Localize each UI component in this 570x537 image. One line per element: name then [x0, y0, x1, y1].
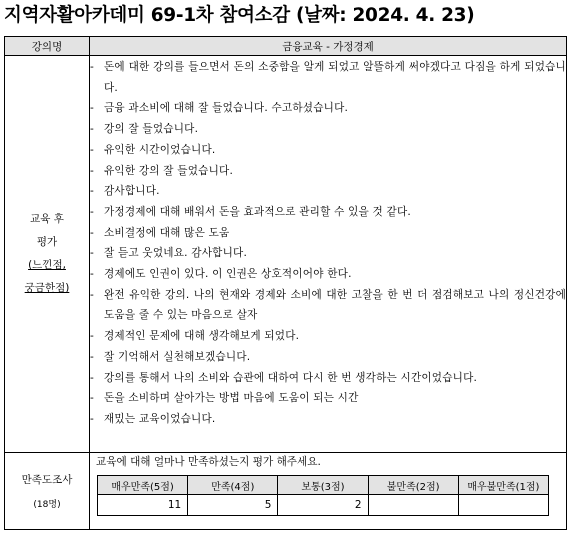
bullet-dash: -	[90, 392, 95, 405]
survey-col-header: 불만족(2점)	[368, 476, 458, 495]
feedback-label-cell	[5, 56, 90, 453]
comment-text: 금융 과소비에 대해 잘 들었습니다. 수고하셨습니다.	[104, 102, 349, 115]
comment-item	[90, 388, 566, 409]
survey-value: 5	[188, 495, 278, 516]
bullet-dash: -	[90, 164, 95, 177]
comment-text: 유익한 시간이었습니다.	[104, 143, 216, 156]
comment-text: 돈을 소비하며 살아가는 방법 마음에 도움이 되는 시간	[104, 392, 359, 405]
feedback-label-line1: 교육 후	[30, 213, 64, 225]
comment-text: 완전 유익한 강의. 나의 현재와 경제와 소비에 대한 고찰을 한 번 더 점검해보고 나의 정신건강에 도움을 줄 수 있는 마음으로 살자	[104, 288, 566, 322]
comment-text: 강의를 통해서 나의 소비와 습관에 대하여 다시 한 번 생각하는 시간이었습니다.	[104, 371, 478, 384]
survey-value	[458, 495, 548, 516]
survey-respondents: (18명)	[33, 500, 61, 510]
comment-text: 유익한 강의 잘 들었습니다.	[104, 164, 234, 177]
survey-question: 교육에 대해 얼마나 만족하셨는지 평가 해주세요.	[96, 456, 321, 468]
comment-item	[90, 285, 566, 326]
comment-list	[90, 57, 566, 430]
header-lecture-label: 강의명	[5, 37, 90, 56]
comment-item	[90, 202, 566, 223]
survey-value: 11	[98, 495, 188, 516]
comment-text: 가정경제에 대해 배워서 돈을 효과적으로 관리할 수 있을 것 같다.	[104, 205, 411, 218]
survey-header-row	[98, 476, 549, 495]
bullet-dash: -	[90, 205, 95, 218]
comment-text: 잘 기억해서 실천해보겠습니다.	[104, 350, 251, 363]
bullet-dash: -	[90, 143, 95, 156]
comment-item	[90, 119, 566, 140]
comment-text: 경제에도 인권이 있다. 이 인권은 상호적이어야 한다.	[104, 268, 352, 281]
bullet-dash: -	[90, 61, 95, 73]
bullet-dash: -	[90, 102, 95, 115]
comment-item	[90, 223, 566, 244]
comment-text: 감사합니다.	[104, 185, 160, 198]
comment-item	[90, 98, 566, 119]
bullet-dash: -	[90, 288, 95, 301]
survey-values-row	[98, 495, 549, 516]
survey-label-cell	[5, 453, 90, 530]
comment-text: 강의 잘 들었습니다.	[104, 123, 199, 136]
bullet-dash: -	[90, 185, 95, 198]
feedback-label-line2: 평가	[36, 236, 58, 248]
survey-value: 2	[278, 495, 368, 516]
comment-item	[90, 161, 566, 182]
comment-text: 소비결정에 대해 많은 도움	[104, 226, 230, 239]
comment-text: 경제적인 문제에 대해 생각해보게 되었다.	[104, 330, 300, 343]
header-lecture-name: 금융교육 - 가정경제	[90, 37, 567, 56]
survey-col-header: 매우불만족(1점)	[458, 476, 548, 495]
survey-cell	[90, 453, 567, 530]
survey-table	[97, 475, 549, 516]
bullet-dash: -	[90, 371, 95, 384]
feedback-label-line3: (느낀점,	[28, 259, 66, 271]
survey-col-header: 만족(4점)	[188, 476, 278, 495]
comment-text: 잘 듣고 웃었네요. 감사합니다.	[104, 247, 248, 260]
comment-item	[90, 409, 566, 430]
survey-row	[5, 453, 567, 530]
evaluation-table	[4, 36, 567, 530]
survey-col-header: 보통(3점)	[278, 476, 368, 495]
comments-cell	[90, 56, 567, 453]
survey-label: 만족도조사	[21, 474, 73, 486]
comment-item	[90, 264, 566, 285]
bullet-dash: -	[90, 350, 95, 363]
comment-item	[90, 368, 566, 389]
feedback-label-line4: 궁금한점)	[24, 282, 70, 294]
comment-item	[90, 181, 566, 202]
comment-item	[90, 140, 566, 161]
header-row	[5, 37, 567, 56]
bullet-dash: -	[90, 268, 95, 281]
survey-col-header: 매우만족(5점)	[98, 476, 188, 495]
bullet-dash: -	[90, 123, 95, 136]
comment-text: 돈에 대한 강의를 들으면서 돈의 소중함을 알게 되었고 알뜰하게 써야겠다고 다짐을 하게 되었습니다.	[104, 61, 566, 94]
feedback-row	[5, 56, 567, 453]
bullet-dash: -	[90, 412, 95, 425]
comment-item	[90, 243, 566, 264]
bullet-dash: -	[90, 226, 95, 239]
comment-item	[90, 326, 566, 347]
comment-item	[90, 57, 566, 98]
page-title: 지역자활아카데미 69-1차 참여소감 (날짜: 2024. 4. 23)	[4, 5, 475, 26]
survey-value	[368, 495, 458, 516]
comment-item	[90, 347, 566, 368]
bullet-dash: -	[90, 247, 95, 260]
bullet-dash: -	[90, 330, 95, 343]
comment-text: 재밌는 교육이었습니다.	[104, 412, 216, 425]
